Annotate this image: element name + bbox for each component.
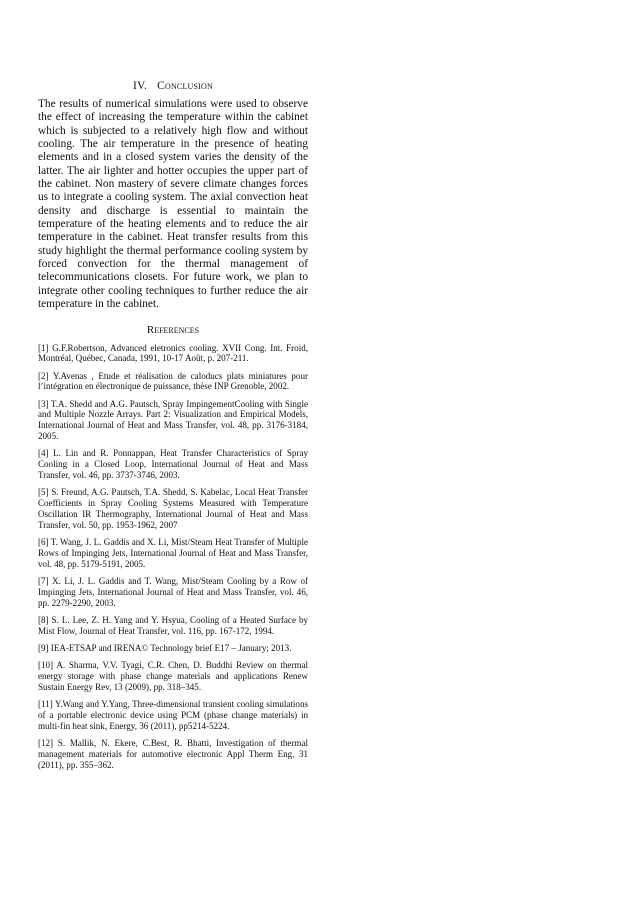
reference-item: [6] T. Wang, J. L. Gaddis and X. Li, Mist/Steam Heat Transfer of Multiple Rows of Impinging Jets, International Journal of Heat and Mass Transfer, vol. 48, pp. 5179-5191, 2005. [38, 537, 308, 569]
reference-item: [10] A. Sharma, V.V. Tyagi, C.R. Chen, D. Buddhi Review on thermal energy storage with phase change materials and applications Renew Sustain Energy Rev, 13 (2009), pp. 318–345. [38, 659, 308, 692]
reference-item: [12] S. Mallik, N. Ekere, C.Best, R. Bhatti, Investigation of thermal management materials for automotive electronic Appl Therm Eng, 31 (2011), pp. 355–362. [38, 737, 308, 770]
reference-item: [7] X. Li, J. L. Gaddis and T. Wang, Mist/Steam Cooling by a Row of Impinging Jets, International Journal of Heat and Mass Transfer, vol. 46, pp. 2279-2290, 2003. [38, 575, 308, 608]
reference-item: [3] T.A. Shedd and A.G. Pautsch, Spray ImpingementCooling with Single and Multiple Nozzle Arrays. Part 2: Visualization and Empirical Models, International Journal of Heat and Mass Transfer, vol. 48, pp. 3176-3184, 2005. [38, 398, 308, 442]
reference-item: [4] L. Lin and R. Ponnappan, Heat Transfer Characteristics of Spray Cooling in a Closed Loop, International Journal of Heat and Mass Transfer, vol. 46, pp. 3737-3746, 2003. [38, 448, 308, 481]
conclusion-heading [38, 80, 308, 92]
reference-item: [9] IEA-ETSAP and IRENA© Technology brief E17 – January; 2013. [38, 642, 292, 653]
reference-item: [5] S. Freund, A.G. Pautsch, T.A. Shedd, S. Kabelac, Local Heat Transfer Coefficients in Spray Cooling Systems Measured with Temperature Oscillation IR Thermography, International Journal of Heat and Mass Transfer, vol. 50, pp. 1953-1962, 2007 [38, 487, 308, 530]
text-column [38, 80, 308, 777]
section-title: Conclusion [157, 80, 214, 92]
reference-item: [8] S. L. Lee, Z. H. Yang and Y. Hsyua, Cooling of a Heated Surface by Mist Flow, Journal of Heat Transfer, vol. 116, pp. 167-172, 1994. [38, 614, 308, 636]
conclusion-paragraph: The results of numerical simulations were used to observe the effect of increasing the temperature within the cabinet which is subjected to a relatively high flow and without cooling. The air temperature in the presence of heating elements and in a closed system varies the density of the latter. The air lighter and hotter occupies the upper part of the cabinet. Non mastery of severe climate changes forces us to integrate a cooling system. The axial convection heat density and discharge is essential to maintain the temperature of the heating elements and to reduce the air temperature in the cabinet. Heat transfer results from this study highlight the thermal performance cooling system by forced convection for the thermal management of telecommunications closets. For future work, we plan to integrate other cooling techniques to further reduce the air temperature in the cabinet. [38, 98, 308, 311]
section-number: IV. [132, 80, 148, 92]
references-list [38, 343, 308, 771]
reference-item: [1] G.F.Robertson, Advanced eletronics cooling. XVII Cong. Int. Froid, Montréal, Québec, Canada, 1991, 10-17 Août, p. 207-211. [38, 342, 308, 364]
references-heading: References [146, 323, 200, 336]
reference-item: [2] Y.Avenas , Etude et réalisation de caloducs plats miniatures pour l’intégration en électronique de puissance, thèse INP Grenoble, 2002. [38, 370, 308, 392]
reference-item: [11] Y.Wang and Y.Yang, Three-dimensional transient cooling simulations of a portable electronic device using PCM (phase change materials) in multi-fin heat sink, Energy, 36 (2011), pp5214-5224. [38, 698, 308, 731]
